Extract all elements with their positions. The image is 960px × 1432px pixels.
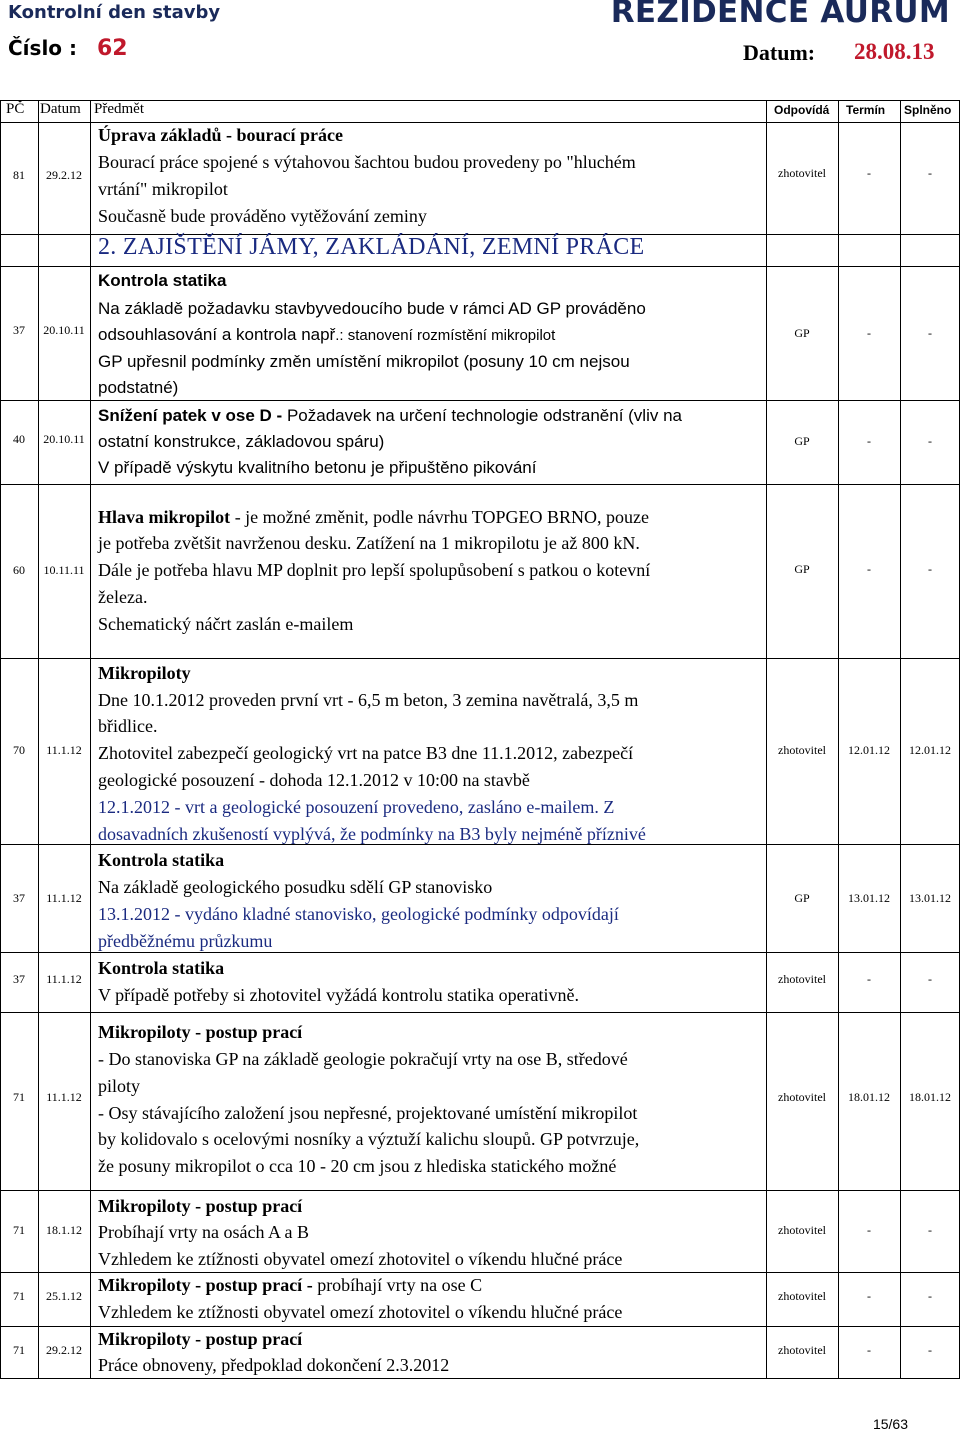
row-done: - xyxy=(928,326,932,340)
row-number: 70 xyxy=(13,743,25,757)
row-term: - xyxy=(867,1223,871,1237)
row-subject-text: že posuny mikropilot o cca 10 - 20 cm jsou z hlediska statického možné xyxy=(98,1156,617,1176)
row-date: 18.1.12 xyxy=(46,1223,82,1237)
row-term: 12.01.12 xyxy=(848,743,890,757)
row-date: 11.1.12 xyxy=(46,891,82,905)
row-subject-text: železa. xyxy=(98,587,148,607)
row-responsible: GP xyxy=(794,434,810,448)
row-subject-text-part: probíhají vrty na ose C xyxy=(312,1275,483,1295)
row-line xyxy=(0,266,960,267)
col-header-responsible: Odpovídá xyxy=(774,103,830,117)
number-label: Číslo : xyxy=(8,36,77,60)
report-header xyxy=(0,0,960,100)
row-date: 11.1.12 xyxy=(46,972,82,986)
row-responsible: zhotovitel xyxy=(778,1343,826,1357)
row-done: 13.01.12 xyxy=(909,891,951,905)
row-number: 60 xyxy=(13,563,25,577)
row-subject-text: břidlice. xyxy=(98,716,158,736)
date-label: Datum: xyxy=(743,40,816,65)
row-done: - xyxy=(928,1223,932,1237)
row-subject-heading: Kontrola statika xyxy=(98,850,225,870)
row-responsible: zhotovitel xyxy=(778,166,826,180)
row-line xyxy=(0,400,960,401)
col-header-date: Datum xyxy=(40,101,81,117)
row-subject-text xyxy=(98,324,555,347)
row-number: 71 xyxy=(13,1223,25,1237)
row-done: 12.01.12 xyxy=(909,743,951,757)
row-subject-text: Na základě požadavku stavbyvedoucího bude v rámci AD GP prováděno xyxy=(98,299,646,318)
row-subject-text: Dne 10.1.2012 proveden první vrt - 6,5 m beton, 3 zemina navětralá, 3,5 m xyxy=(98,690,639,710)
project-name: REZIDENCE AURUM xyxy=(610,0,950,30)
table-border-top xyxy=(0,100,960,101)
row-number: 40 xyxy=(13,432,25,446)
col-line xyxy=(0,100,1,1378)
col-header-subject: Předmět xyxy=(94,101,144,117)
row-number: 71 xyxy=(13,1289,25,1303)
row-line xyxy=(0,658,960,659)
row-number: 37 xyxy=(13,972,25,986)
row-subject-text-part: - je možné změnit, podle návrhu TOPGEO BRNO, pouze xyxy=(230,507,649,527)
row-subject-text: vrtání" mikropilot xyxy=(98,179,228,199)
row-subject-heading: Mikropiloty - postup prací xyxy=(98,1196,303,1216)
row-subject-text: V případě potřeby si zhotovitel vyžádá kontrolu statika operativně. xyxy=(98,985,580,1005)
row-subject-text: je potřeba zvětšit navrženou desku. Zatížení na 1 mikropilotu je až 800 kN. xyxy=(98,533,640,553)
row-done: - xyxy=(928,166,932,180)
row-subject-text xyxy=(98,1274,482,1296)
row-subject-text: Vzhledem ke ztížnosti obyvatel omezí zhotovitel o víkendu hlučné práce xyxy=(98,1249,623,1269)
row-subject-text: - Osy stávajícího založení jsou nepřesné, projektované umístění mikropilot xyxy=(98,1103,638,1123)
col-header-done: Splněno xyxy=(904,103,952,117)
row-subject-text: Současně bude prováděno vytěžování zeminy xyxy=(98,206,427,226)
row-number: 37 xyxy=(13,891,25,905)
row-responsible: GP xyxy=(794,562,810,576)
page-number: 15/63 xyxy=(872,1416,908,1432)
row-subject-text-part: .: stanovení rozmístění mikropilot xyxy=(335,327,556,344)
row-subject-heading: Mikropiloty - postup prací xyxy=(98,1329,303,1349)
row-subject-heading: Úprava základů - bourací práce xyxy=(98,125,343,145)
row-line xyxy=(0,1012,960,1013)
row-subject-text: geologické posouzení - dohoda 12.1.2012 v 10:00 na stavbě xyxy=(98,770,530,790)
row-subject-text: by kolidovalo s ocelovými nosníky a výztuží kalichu sloupů. GP potvrzuje, xyxy=(98,1129,640,1149)
row-subject-text: předběžnému průzkumu xyxy=(98,931,273,951)
col-line xyxy=(766,100,767,1378)
row-subject-heading: Mikropiloty - postup prací - xyxy=(98,1275,313,1295)
row-subject-text xyxy=(98,506,649,528)
col-line xyxy=(838,100,839,1378)
col-line xyxy=(38,100,39,1378)
row-subject-text: Zhotovitel zabezpečí geologický vrt na patce B3 dne 11.1.2012, zabezpečí xyxy=(98,743,634,763)
row-subject-text: Bourací práce spojené s výtahovou šachtou budou provedeny po "hluchém xyxy=(98,152,636,172)
row-subject-text: Na základě geologického posudku sdělí GP stanovisko xyxy=(98,877,493,897)
row-subject-text: Dále je potřeba hlavu MP doplnit pro lepší spolupůsobení s patkou o kotevní xyxy=(98,560,651,580)
row-term: - xyxy=(867,562,871,576)
number-value: 62 xyxy=(97,36,128,61)
row-date: 10.11.11 xyxy=(43,563,85,577)
row-subject-heading: Mikropiloty xyxy=(98,663,191,683)
row-term: - xyxy=(867,1289,871,1303)
row-done: - xyxy=(928,972,932,986)
row-subject-text: dosavadních zkušeností vyplývá, že podmínky na B3 byly nejméně příznivé xyxy=(98,824,646,844)
row-subject-heading: Kontrola statika xyxy=(98,958,225,978)
row-subject-heading: Kontrola statika xyxy=(98,271,227,290)
row-subject-text: 13.1.2012 - vydáno kladné stanovisko, geologické podmínky odpovídají xyxy=(98,904,619,924)
row-responsible: zhotovitel xyxy=(778,972,826,986)
row-subject-heading: Mikropiloty - postup prací xyxy=(98,1022,303,1042)
row-term: - xyxy=(867,972,871,986)
row-responsible: GP xyxy=(794,891,810,905)
row-responsible: GP xyxy=(794,326,810,340)
row-done: - xyxy=(928,562,932,576)
row-subject-text: 12.1.2012 - vrt a geologické posouzení provedeno, zasláno e-mailem. Z xyxy=(98,797,615,817)
row-line xyxy=(0,1190,960,1191)
row-subject-text-part: Požadavek na určení technologie odstranění (vliv na xyxy=(282,406,682,425)
date-value: 28.08.13 xyxy=(854,39,935,64)
row-subject-text: piloty xyxy=(98,1076,141,1096)
col-line xyxy=(90,100,91,1378)
col-header-term: Termín xyxy=(846,103,886,117)
row-number: 37 xyxy=(13,323,25,337)
row-term: - xyxy=(867,434,871,448)
row-subject-text: V případě výskytu kvalitního betonu je připuštěno pikování xyxy=(98,458,537,477)
row-done: 18.01.12 xyxy=(909,1090,951,1104)
row-subject-text: podstatné) xyxy=(98,378,179,397)
row-subject-text: Schematický náčrt zaslán e-mailem xyxy=(98,614,354,634)
row-subject-heading: Hlava mikropilot xyxy=(98,507,231,527)
row-done: - xyxy=(928,1343,932,1357)
row-date: 11.1.12 xyxy=(46,1090,82,1104)
col-header-pc: PČ xyxy=(6,101,25,117)
row-subject-text: Práce obnoveny, předpoklad dokončení 2.3.2012 xyxy=(98,1355,450,1375)
row-date: 29.2.12 xyxy=(46,168,82,182)
row-date: 20.10.11 xyxy=(43,323,85,337)
row-term: 18.01.12 xyxy=(848,1090,890,1104)
row-term: - xyxy=(867,326,871,340)
row-responsible: zhotovitel xyxy=(778,743,826,757)
row-term: - xyxy=(867,166,871,180)
row-line xyxy=(0,484,960,485)
row-line xyxy=(0,1272,960,1273)
row-responsible: zhotovitel xyxy=(778,1090,826,1104)
row-responsible: zhotovitel xyxy=(778,1289,826,1303)
row-subject-text: GP upřesnil podmínky změn umístění mikropilot (posuny 10 cm nejsou xyxy=(98,352,630,371)
row-number: 71 xyxy=(13,1343,25,1357)
header-row-bottom xyxy=(0,122,960,123)
row-date: 20.10.11 xyxy=(43,432,85,446)
row-subject-text: Vzhledem ke ztížnosti obyvatel omezí zhotovitel o víkendu hlučné práce xyxy=(98,1302,623,1322)
row-subject-text: - Do stanoviska GP na základě geologie pokračují vrty na ose B, středové xyxy=(98,1049,628,1069)
report-title: Kontrolní den stavby xyxy=(8,2,221,23)
col-line xyxy=(900,100,901,1378)
row-term: 13.01.12 xyxy=(848,891,890,905)
table-border-bottom xyxy=(0,1378,960,1379)
row-subject-text: Probíhají vrty na osách A a B xyxy=(98,1222,309,1242)
row-date: 25.1.12 xyxy=(46,1289,82,1303)
row-line xyxy=(0,1326,960,1327)
minutes-table xyxy=(0,100,960,1380)
row-responsible: zhotovitel xyxy=(778,1223,826,1237)
row-subject-text-part: odsouhlasování a kontrola např xyxy=(98,325,336,344)
row-term: - xyxy=(867,1343,871,1357)
section-heading: 2. ZAJIŠTĚNÍ JÁMY, ZAKLÁDÁNÍ, ZEMNÍ PRÁCE xyxy=(98,234,645,260)
row-number: 81 xyxy=(13,168,25,182)
row-line xyxy=(0,952,960,953)
row-date: 11.1.12 xyxy=(46,743,82,757)
row-subject-text: ostatní konstrukce, základovou spáru) xyxy=(98,432,385,451)
row-number: 71 xyxy=(13,1090,25,1104)
row-subject-text xyxy=(98,405,682,427)
row-date: 29.2.12 xyxy=(46,1343,82,1357)
row-subject-heading: Snížení patek v ose D - xyxy=(98,406,283,425)
row-done: - xyxy=(928,1289,932,1303)
row-done: - xyxy=(928,434,932,448)
